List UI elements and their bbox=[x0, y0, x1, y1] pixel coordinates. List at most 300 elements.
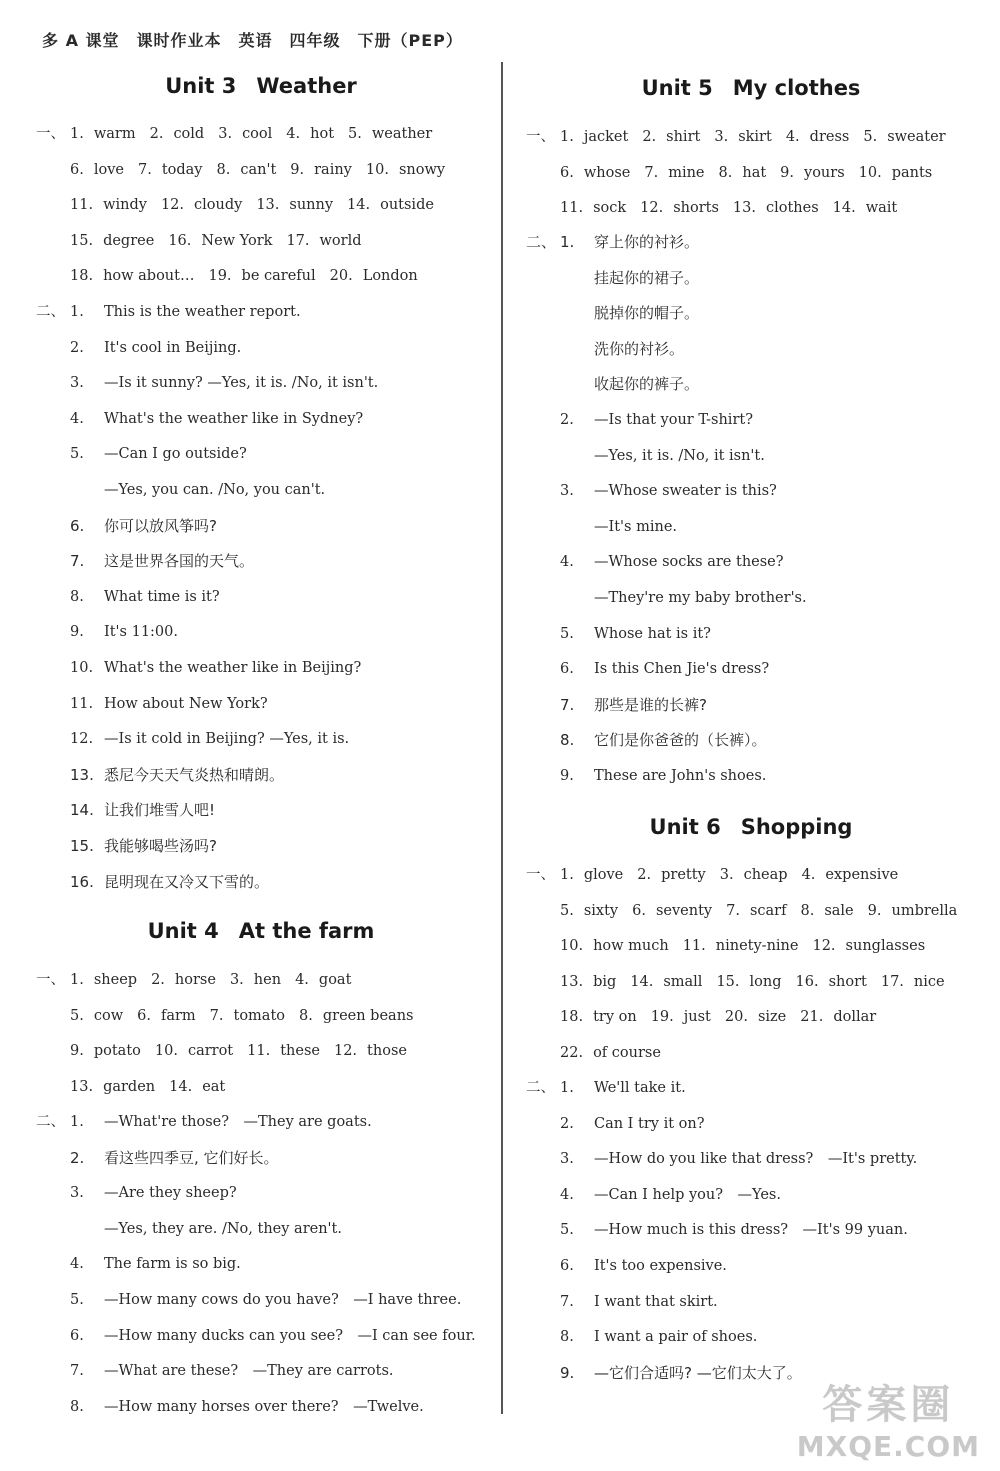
item-number: 1. bbox=[560, 129, 574, 145]
section-marker: 一、 bbox=[526, 867, 555, 883]
answer-word: dress bbox=[809, 129, 850, 145]
item-number: 2. bbox=[70, 1148, 85, 1167]
item-number: 5. bbox=[70, 446, 84, 463]
sentence-text: 挂起你的裙子。 bbox=[594, 268, 700, 287]
answer-word: rainy bbox=[314, 161, 352, 178]
answer-word: long bbox=[749, 973, 782, 990]
item-number: 5. bbox=[70, 1007, 84, 1024]
word-row bbox=[526, 163, 946, 183]
item-number: 5. bbox=[863, 129, 878, 145]
item-number: 6. bbox=[632, 902, 646, 919]
item-number: 11. bbox=[682, 938, 706, 955]
item-number: 10. bbox=[154, 1043, 178, 1060]
sentence-text: The farm is so big. bbox=[104, 1256, 241, 1273]
answer-sentence bbox=[526, 695, 707, 715]
answer-word: clothes bbox=[765, 200, 819, 217]
answer-word: world bbox=[319, 232, 362, 249]
sentence-text: Whose hat is it? bbox=[594, 625, 711, 642]
word-row bbox=[526, 1043, 675, 1063]
item-number: 21. bbox=[800, 1009, 824, 1026]
item-number: 2. bbox=[637, 867, 652, 883]
answer-sentence bbox=[526, 1078, 686, 1098]
answer-sentence bbox=[526, 446, 765, 466]
word-row bbox=[526, 198, 911, 218]
item-number: 10. bbox=[70, 660, 94, 676]
item-number: 5. bbox=[70, 1292, 84, 1308]
answer-word: windy bbox=[103, 197, 147, 214]
item-number: 8. bbox=[560, 731, 575, 750]
answer-word: be careful bbox=[241, 268, 316, 285]
answer-word: wait bbox=[865, 200, 898, 217]
answer-sentence bbox=[36, 765, 284, 785]
word-row bbox=[526, 1007, 890, 1027]
answer-word: of course bbox=[593, 1045, 661, 1061]
item-number: 1. bbox=[70, 972, 84, 988]
sentence-text: —它们合适吗? —它们太大了。 bbox=[594, 1363, 802, 1382]
answer-word: hen bbox=[253, 972, 282, 988]
page-header: 多 A 课堂 课时作业本 英语 四年级 下册（PEP） bbox=[42, 31, 463, 50]
answer-sentence bbox=[526, 339, 684, 359]
answer-word: shorts bbox=[673, 200, 719, 217]
answer-sentence bbox=[36, 480, 325, 500]
answer-sentence bbox=[526, 659, 769, 679]
item-number: 6. bbox=[70, 1327, 84, 1344]
answer-word: glove bbox=[583, 867, 624, 883]
item-number: 13. bbox=[732, 200, 756, 217]
answer-word: expensive bbox=[825, 867, 899, 883]
answer-word: pretty bbox=[661, 867, 706, 883]
item-number: 16. bbox=[70, 872, 94, 891]
item-number: 8. bbox=[718, 164, 733, 181]
sentence-text: —Is it sunny? —Yes, it is. /No, it isn't. bbox=[104, 375, 379, 392]
item-number: 2. bbox=[642, 129, 657, 145]
answer-word: jacket bbox=[583, 129, 629, 145]
section-marker: 一、 bbox=[526, 129, 555, 145]
item-number: 12. bbox=[70, 731, 94, 748]
answer-word: pants bbox=[891, 164, 933, 181]
answer-sentence bbox=[526, 1149, 917, 1169]
item-number: 17. bbox=[880, 973, 904, 990]
column-divider bbox=[501, 62, 503, 1414]
answer-word: these bbox=[280, 1043, 320, 1060]
word-row bbox=[526, 901, 971, 921]
answer-word: sunglasses bbox=[845, 938, 926, 955]
word-row bbox=[526, 936, 939, 956]
item-number: 9. bbox=[70, 1043, 84, 1060]
sentence-text: 脱掉你的帽子。 bbox=[594, 304, 700, 323]
answer-sentence bbox=[526, 410, 753, 430]
item-number: 16. bbox=[168, 232, 192, 249]
item-number: 12. bbox=[812, 938, 836, 955]
item-number: 7. bbox=[560, 1293, 574, 1310]
answer-word: sweater bbox=[887, 129, 946, 145]
item-number: 2. bbox=[560, 412, 574, 428]
item-number: 12. bbox=[640, 200, 664, 217]
answer-word: cloudy bbox=[194, 197, 243, 214]
answer-word: just bbox=[683, 1009, 711, 1026]
section-marker: 二、 bbox=[526, 1080, 555, 1096]
answer-word: how about… bbox=[103, 268, 195, 285]
answer-word: big bbox=[593, 973, 617, 990]
sentence-text: 穿上你的衬衫。 bbox=[594, 233, 700, 251]
word-row bbox=[36, 970, 365, 990]
item-number: 6. bbox=[137, 1007, 151, 1024]
item-number: 14. bbox=[630, 973, 654, 990]
answer-word: hot bbox=[310, 126, 335, 142]
item-number: 11. bbox=[70, 197, 94, 214]
item-number: 15. bbox=[716, 973, 740, 990]
section-marker: 二、 bbox=[526, 233, 557, 251]
item-number: 3. bbox=[70, 1185, 84, 1202]
item-number: 9. bbox=[867, 902, 882, 919]
answer-sentence bbox=[526, 624, 711, 644]
answer-word: sale bbox=[824, 902, 854, 919]
item-number: 1. bbox=[70, 304, 84, 320]
sentence-text: We'll take it. bbox=[594, 1080, 686, 1096]
unit-4-title: Unit 4 At the farm bbox=[147, 919, 375, 943]
answer-sentence bbox=[36, 1397, 424, 1417]
item-number: 13. bbox=[70, 765, 94, 784]
answer-word: warm bbox=[93, 126, 136, 142]
answer-word: New York bbox=[201, 232, 273, 249]
section-marker: 二、 bbox=[36, 1114, 65, 1130]
item-number: 13. bbox=[70, 1078, 94, 1095]
item-number: 5. bbox=[560, 625, 574, 642]
answer-word: shirt bbox=[666, 129, 701, 145]
sentence-text: —Yes, you can. /No, you can't. bbox=[104, 482, 326, 498]
sentence-text: This is the weather report. bbox=[104, 304, 301, 320]
item-number: 13. bbox=[560, 973, 584, 990]
sentence-text: It's 11:00. bbox=[104, 624, 178, 641]
sentence-text: 你可以放风筝吗? bbox=[104, 516, 217, 535]
item-number: 16. bbox=[795, 973, 819, 990]
answer-word: short bbox=[828, 973, 867, 990]
word-row bbox=[526, 972, 959, 992]
item-number: 5. bbox=[560, 902, 574, 919]
item-number: 4. bbox=[560, 1186, 574, 1203]
answer-word: hat bbox=[742, 164, 767, 181]
word-row bbox=[36, 1041, 421, 1061]
answer-sentence bbox=[36, 1290, 461, 1310]
answer-sentence bbox=[36, 409, 363, 429]
answer-sentence bbox=[36, 587, 220, 607]
sentence-text: —Are they sheep? bbox=[104, 1185, 237, 1202]
answer-sentence bbox=[36, 658, 361, 678]
item-number: 4. bbox=[70, 1256, 84, 1273]
answer-sentence bbox=[36, 1183, 237, 1203]
answer-sentence bbox=[36, 872, 269, 892]
sentence-text: Is this Chen Jie's dress? bbox=[594, 661, 770, 678]
sentence-text: —What are these? —They are carrots. bbox=[104, 1363, 394, 1380]
answer-sentence bbox=[36, 1148, 279, 1168]
answer-sentence bbox=[36, 694, 268, 714]
sentence-text: —Is it cold in Beijing? —Yes, it is. bbox=[104, 731, 350, 748]
sentence-text: What time is it? bbox=[104, 588, 220, 605]
answer-word: today bbox=[161, 161, 203, 178]
sentence-text: I want a pair of shoes. bbox=[594, 1329, 758, 1346]
item-number: 8. bbox=[299, 1007, 313, 1024]
answer-word: nice bbox=[913, 973, 945, 990]
item-number: 18. bbox=[560, 1009, 584, 1026]
sentence-text: —Yes, they are. /No, they aren't. bbox=[104, 1220, 342, 1237]
word-row bbox=[36, 1006, 427, 1026]
answer-sentence bbox=[526, 730, 767, 750]
word-row bbox=[36, 195, 448, 215]
item-number: 2. bbox=[560, 1115, 574, 1132]
sentence-text: How about New York? bbox=[104, 695, 268, 712]
item-number: 6. bbox=[560, 1258, 574, 1274]
item-number: 1. bbox=[560, 867, 574, 883]
answer-word: snowy bbox=[398, 161, 446, 178]
item-number: 10. bbox=[858, 164, 882, 181]
answer-sentence bbox=[36, 729, 349, 749]
sentence-text: —Whose sweater is this? bbox=[594, 483, 777, 500]
answer-sentence bbox=[36, 1219, 342, 1239]
item-number: 3. bbox=[714, 129, 729, 145]
unit-5-title: Unit 5 My clothes bbox=[641, 76, 861, 100]
item-number: 13. bbox=[256, 197, 280, 214]
answer-word: dollar bbox=[833, 1009, 877, 1026]
unit-6-title: Unit 6 Shopping bbox=[649, 815, 853, 839]
sentence-text: —Is that your T-shirt? bbox=[594, 412, 753, 428]
sentence-text: 看这些四季豆, 它们好长。 bbox=[104, 1148, 279, 1167]
answer-word: can't bbox=[240, 161, 277, 178]
item-number: 5. bbox=[560, 1222, 574, 1239]
item-number: 4. bbox=[560, 554, 574, 571]
word-row bbox=[526, 127, 960, 147]
answer-sentence bbox=[526, 552, 784, 572]
item-number: 3. bbox=[229, 972, 244, 988]
answer-word: weather bbox=[371, 126, 433, 142]
item-number: 3. bbox=[560, 1151, 574, 1168]
item-number: 1. bbox=[70, 126, 84, 142]
answer-word: cool bbox=[242, 126, 273, 142]
sentence-text: —It's mine. bbox=[594, 518, 678, 535]
answer-sentence bbox=[36, 444, 247, 464]
answer-word: umbrella bbox=[891, 902, 958, 919]
item-number: 2. bbox=[151, 972, 165, 988]
watermark: 答案圈 MXQE.COM bbox=[796, 1382, 980, 1463]
answer-sentence bbox=[526, 268, 699, 288]
sentence-text: What's the weather like in Sydney? bbox=[104, 410, 364, 427]
item-number: 11. bbox=[247, 1043, 271, 1060]
word-row bbox=[36, 124, 446, 144]
sentence-text: —How much is this dress? —It's 99 yuan. bbox=[594, 1222, 908, 1239]
item-number: 9. bbox=[560, 768, 574, 784]
item-number: 7. bbox=[209, 1007, 224, 1024]
sentence-text: 它们是你爸爸的（长裤）。 bbox=[594, 731, 767, 750]
answer-word: degree bbox=[103, 232, 155, 249]
item-number: 6. bbox=[70, 516, 85, 535]
item-number: 11. bbox=[70, 695, 94, 712]
item-number: 7. bbox=[726, 902, 740, 919]
item-number: 8. bbox=[70, 588, 84, 605]
answer-word: size bbox=[757, 1009, 787, 1026]
item-number: 7. bbox=[70, 1363, 84, 1380]
answer-word: skirt bbox=[738, 129, 772, 145]
item-number: 5. bbox=[348, 126, 362, 142]
item-number: 14. bbox=[832, 200, 856, 217]
answer-word: potato bbox=[93, 1043, 141, 1060]
sentence-text: —Yes, it is. /No, it isn't. bbox=[594, 447, 765, 464]
sentence-text: These are John's shoes. bbox=[594, 768, 767, 784]
answer-sentence bbox=[526, 1185, 781, 1205]
section-marker: 二、 bbox=[36, 304, 65, 320]
sentence-text: 昆明现在又冷又下雪的。 bbox=[104, 872, 270, 891]
section-marker: 一、 bbox=[36, 972, 65, 988]
answer-word: horse bbox=[174, 972, 216, 988]
answer-word: cheap bbox=[743, 867, 788, 883]
answer-word: love bbox=[93, 161, 124, 178]
sentence-text: 这是世界各国的天气。 bbox=[104, 552, 255, 571]
answer-sentence bbox=[526, 588, 807, 608]
item-number: 1. bbox=[70, 1114, 84, 1130]
item-number: 7. bbox=[70, 552, 85, 571]
answer-word: carrot bbox=[187, 1043, 234, 1060]
answer-word: sixty bbox=[583, 902, 619, 919]
sentence-text: —How many horses over there? —Twelve. bbox=[104, 1398, 424, 1415]
item-number: 14. bbox=[70, 801, 94, 820]
sentence-text: —Can I help you? —Yes. bbox=[594, 1186, 781, 1203]
item-number: 10. bbox=[365, 161, 389, 178]
item-number: 17. bbox=[286, 232, 310, 249]
item-number: 3. bbox=[70, 375, 84, 392]
answer-sentence bbox=[36, 1254, 241, 1274]
answer-sentence bbox=[36, 338, 241, 358]
sentence-text: 那些是谁的长裤? bbox=[594, 695, 707, 714]
item-number: 8. bbox=[560, 1329, 574, 1346]
item-number: 9. bbox=[560, 1363, 575, 1382]
answer-sentence bbox=[526, 1256, 727, 1276]
answer-sentence bbox=[36, 622, 178, 642]
item-number: 22. bbox=[560, 1045, 584, 1061]
answer-word: seventy bbox=[655, 902, 713, 919]
item-number: 9. bbox=[290, 161, 305, 178]
answer-sentence bbox=[526, 1327, 757, 1347]
item-number: 15. bbox=[70, 837, 94, 855]
item-number: 4. bbox=[295, 972, 309, 988]
answer-word: whose bbox=[583, 164, 631, 181]
answer-word: those bbox=[367, 1043, 407, 1060]
word-row bbox=[36, 1077, 239, 1097]
answer-sentence bbox=[526, 1363, 802, 1383]
item-number: 6. bbox=[70, 161, 84, 178]
answer-word: garden bbox=[103, 1078, 156, 1095]
answer-sentence bbox=[36, 1112, 372, 1132]
answer-word: cold bbox=[173, 126, 205, 142]
answer-word: sock bbox=[593, 200, 627, 217]
item-number: 7. bbox=[137, 161, 152, 178]
item-number: 20. bbox=[329, 268, 353, 285]
sentence-text: 洗你的衬衫。 bbox=[594, 339, 685, 358]
item-number: 2. bbox=[70, 339, 84, 356]
answer-word: goat bbox=[318, 972, 352, 988]
item-number: 12. bbox=[160, 197, 184, 214]
sentence-text: 悉尼今天天气炎热和晴朗。 bbox=[104, 765, 285, 784]
sentence-text: 我能够喝些汤吗? bbox=[104, 837, 217, 855]
item-number: 4. bbox=[286, 126, 301, 142]
section-marker: 一、 bbox=[36, 126, 65, 142]
answer-sentence bbox=[526, 517, 677, 537]
answer-sentence bbox=[36, 1361, 394, 1381]
item-number: 10. bbox=[560, 938, 584, 955]
sentence-text: What's the weather like in Beijing? bbox=[104, 660, 362, 676]
unit-3-title: Unit 3 Weather bbox=[165, 74, 357, 98]
answer-word: yours bbox=[804, 164, 845, 181]
answer-word: ninety-nine bbox=[715, 938, 799, 955]
answer-word: scarf bbox=[749, 902, 787, 919]
answer-sentence bbox=[526, 766, 766, 786]
answer-sentence bbox=[36, 302, 301, 322]
answer-word: London bbox=[362, 268, 418, 285]
item-number: 7. bbox=[644, 164, 659, 181]
item-number: 6. bbox=[560, 661, 574, 678]
item-number: 12. bbox=[333, 1043, 358, 1060]
answer-word: eat bbox=[202, 1078, 226, 1095]
answer-sentence bbox=[36, 373, 378, 393]
item-number: 19. bbox=[650, 1009, 674, 1026]
item-number: 11. bbox=[560, 200, 584, 217]
answer-word: sunny bbox=[289, 197, 334, 214]
sentence-text: —Can I go outside? bbox=[104, 446, 247, 463]
word-row bbox=[36, 266, 432, 286]
item-number: 18. bbox=[70, 268, 94, 285]
item-number: 6. bbox=[560, 164, 574, 181]
word-row bbox=[36, 231, 376, 251]
answer-word: cow bbox=[93, 1007, 124, 1024]
sentence-text: 收起你的裤子。 bbox=[594, 375, 700, 394]
answer-sentence bbox=[36, 1326, 476, 1346]
answer-sentence bbox=[526, 1220, 908, 1240]
item-number: 19. bbox=[208, 268, 232, 285]
answer-sentence bbox=[526, 481, 777, 501]
item-number: 8. bbox=[800, 902, 815, 919]
item-number: 4. bbox=[70, 410, 84, 427]
sentence-text: 让我们堆雪人吧! bbox=[104, 801, 216, 820]
sentence-text: —What're those? —They are goats. bbox=[104, 1114, 372, 1130]
answer-word: sheep bbox=[93, 972, 138, 988]
answer-sentence bbox=[526, 1114, 705, 1134]
answer-sentence bbox=[36, 836, 217, 856]
item-number: 3. bbox=[719, 867, 734, 883]
item-number: 1. bbox=[560, 233, 575, 251]
sentence-text: —How many cows do you have? —I have three. bbox=[104, 1292, 462, 1308]
answer-word: mine bbox=[668, 164, 705, 181]
answer-sentence bbox=[36, 551, 254, 571]
answer-word: green beans bbox=[322, 1007, 414, 1024]
item-number: 8. bbox=[216, 161, 231, 178]
item-number: 14. bbox=[169, 1078, 193, 1095]
item-number: 7. bbox=[560, 695, 575, 714]
sentence-text: —How many ducks can you see? —I can see four. bbox=[104, 1327, 476, 1344]
item-number: 9. bbox=[70, 624, 84, 641]
answer-sentence bbox=[526, 303, 699, 323]
sentence-text: —How do you like that dress? —It's pretty. bbox=[594, 1151, 918, 1168]
sentence-text: —Whose socks are these? bbox=[594, 554, 784, 571]
sentence-text: Can I try it on? bbox=[594, 1115, 705, 1132]
answer-word: outside bbox=[380, 197, 434, 214]
item-number: 4. bbox=[785, 129, 800, 145]
item-number: 1. bbox=[560, 1080, 574, 1096]
answer-sentence bbox=[526, 232, 699, 252]
sentence-text: I want that skirt. bbox=[594, 1293, 718, 1310]
answer-word: small bbox=[663, 973, 703, 990]
answer-word: try on bbox=[593, 1009, 637, 1026]
item-number: 9. bbox=[780, 164, 795, 181]
item-number: 3. bbox=[560, 483, 574, 500]
answer-sentence bbox=[36, 516, 217, 536]
sentence-text: —They're my baby brother's. bbox=[594, 590, 807, 606]
